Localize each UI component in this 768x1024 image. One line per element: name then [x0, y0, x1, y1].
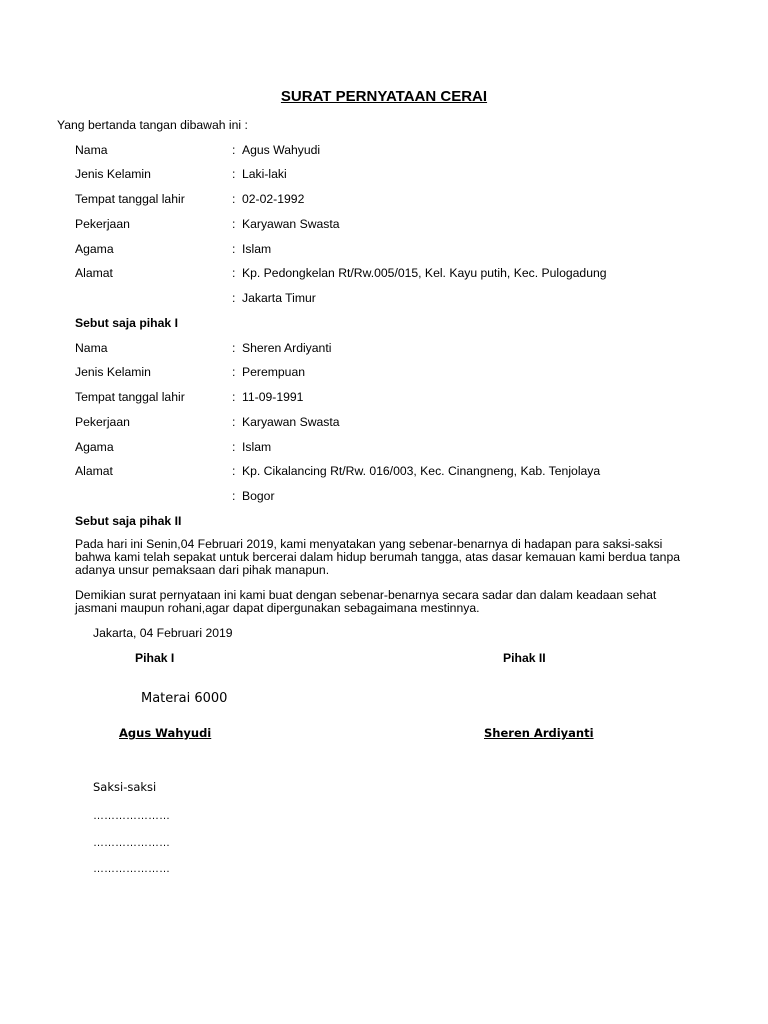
- party2-address-city: Bogor: [242, 489, 275, 503]
- party1-gender-label: Jenis Kelamin: [75, 167, 151, 181]
- party2-heading: Sebut saja pihak II: [75, 514, 182, 528]
- separator: :: [232, 440, 236, 454]
- party1-heading: Sebut saja pihak I: [75, 316, 178, 330]
- place-date: Jakarta, 04 Februari 2019: [93, 626, 233, 640]
- intro-text: Yang bertanda tangan dibawah ini :: [57, 118, 248, 132]
- party1-name-value: Agus Wahyudi: [242, 143, 321, 157]
- party1-religion-label: Agama: [75, 242, 114, 256]
- closing-paragraph: Demikian surat pernyataan ini kami buat dengan sebenar-benarnya secara sadar dan dalam keadaan sehat jasmani maupun rohani,agar dapat dipergunakan sebagaimana mestinnya.: [75, 588, 657, 615]
- party1-address-city: Jakarta Timur: [242, 291, 316, 305]
- separator: :: [232, 266, 236, 280]
- separator: :: [232, 489, 236, 503]
- witness-line: …………………: [93, 837, 170, 849]
- witness-line: …………………: [93, 810, 170, 822]
- separator: :: [232, 390, 236, 404]
- party1-name-label: Nama: [75, 143, 108, 157]
- party1-birth-value: 02-02-1992: [242, 192, 305, 206]
- separator: :: [232, 217, 236, 231]
- separator: :: [232, 167, 236, 181]
- party2-religion-label: Agama: [75, 440, 114, 454]
- separator: :: [232, 365, 236, 379]
- separator: :: [232, 143, 236, 157]
- party2-job-value: Karyawan Swasta: [242, 415, 340, 429]
- party1-address-label: Alamat: [75, 266, 113, 280]
- party2-gender-value: Perempuan: [242, 365, 306, 379]
- signature-name-right: Sheren Ardiyanti: [484, 726, 594, 740]
- party2-religion-value: Islam: [242, 440, 272, 454]
- party2-job-label: Pekerjaan: [75, 415, 130, 429]
- separator: :: [232, 242, 236, 256]
- party1-gender-value: Laki-laki: [242, 167, 287, 181]
- party1-birth-label: Tempat tanggal lahir: [75, 192, 185, 206]
- signature-heading-left: Pihak I: [135, 651, 175, 665]
- party1-address-value: Kp. Pedongkelan Rt/Rw.005/015, Kel. Kayu putih, Kec. Pulogadung: [242, 266, 607, 280]
- party2-name-label: Nama: [75, 341, 108, 355]
- separator: :: [232, 415, 236, 429]
- party2-birth-label: Tempat tanggal lahir: [75, 390, 185, 404]
- party2-gender-label: Jenis Kelamin: [75, 365, 151, 379]
- statement-paragraph: Pada hari ini Senin,04 Februari 2019, kami menyatakan yang sebenar-benarnya di hadapan para saksi-saksi bahwa kami telah sepakat untuk bercerai dalam hidup berumah tangga, atas dasar kemauan kami berdua tanpa adanya unsur pemaksaan dari pihak manapun.: [75, 537, 681, 577]
- document-title: SURAT PERNYATAAN CERAI: [280, 88, 488, 105]
- party2-address-value: Kp. Cikalancing Rt/Rw. 016/003, Kec. Cinangneng, Kab. Tenjolaya: [242, 464, 601, 478]
- signature-name-left: Agus Wahyudi: [119, 726, 212, 740]
- separator: :: [232, 192, 236, 206]
- signature-heading-right: Pihak II: [503, 651, 546, 665]
- party2-address-label: Alamat: [75, 464, 113, 478]
- witnesses-heading: Saksi-saksi: [93, 780, 157, 794]
- witness-line: …………………: [93, 863, 170, 875]
- stamp-duty-label: Materai 6000: [141, 691, 228, 706]
- party2-name-value: Sheren Ardiyanti: [242, 341, 332, 355]
- separator: :: [232, 341, 236, 355]
- party1-job-value: Karyawan Swasta: [242, 217, 340, 231]
- party1-job-label: Pekerjaan: [75, 217, 130, 231]
- separator: :: [232, 291, 236, 305]
- party2-birth-value: 11-09-1991: [242, 390, 304, 404]
- party1-religion-value: Islam: [242, 242, 272, 256]
- separator: :: [232, 464, 236, 478]
